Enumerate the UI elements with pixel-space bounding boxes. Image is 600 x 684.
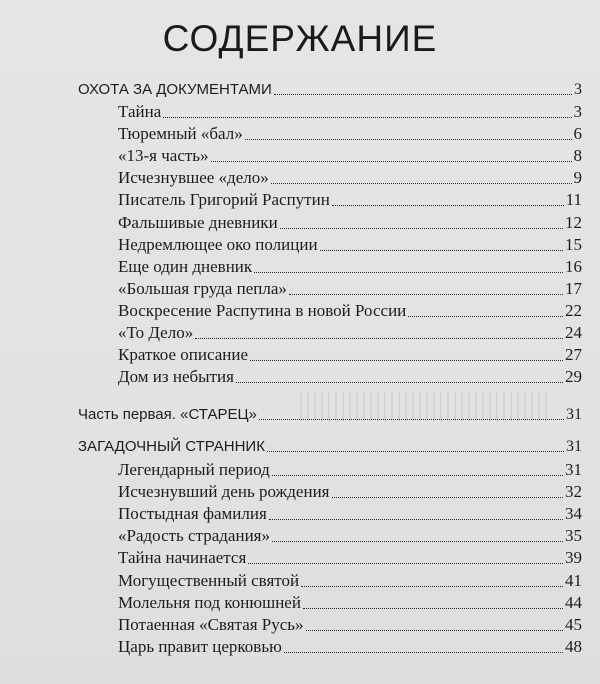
toc-section-row [78,405,582,425]
toc-page-number: 24 [565,323,582,342]
dotted-leader [289,294,563,295]
toc-page-number: 34 [565,504,582,524]
toc-entry-row [118,481,582,503]
dotted-leader [211,161,572,162]
toc-page-number: 11 [565,190,582,210]
toc-entry-title: Могущественный святой [118,570,300,590]
toc-entry-row [118,123,582,145]
toc-page-number: 16 [565,256,582,276]
toc-entry-row [118,570,582,592]
toc-entry-row [118,459,582,481]
dotted-leader [274,94,572,95]
toc-entry-title: Краткое описание [118,345,249,365]
toc-entry-row [118,234,582,256]
toc-entry-title: Исчезнувшее «дело» [118,168,269,188]
toc-entry-title: Воскресение Распутина в новой России [118,300,407,320]
toc-entry-title: Фальшивые дневники [118,212,278,232]
toc-page-number: 35 [565,526,582,546]
dotted-leader [303,608,563,609]
toc-page-number: 17 [565,278,582,298]
dotted-leader [272,475,563,476]
dotted-leader [250,360,563,361]
dotted-leader [248,563,563,564]
toc-page-number: 29 [565,367,582,387]
dotted-leader [254,272,563,273]
toc-entry-row [118,322,582,344]
dotted-leader [236,382,563,383]
toc-section-row [78,437,582,457]
toc-section-label: Часть первая. «СТАРЕЦ» [78,406,257,423]
dotted-leader [267,451,564,452]
dotted-leader [408,316,563,317]
dotted-leader [245,139,572,140]
toc-page-number: 22 [565,300,582,320]
toc-entry-row [118,145,582,167]
toc-section-row [78,80,582,100]
toc-entry-row [118,278,582,300]
toc-entry-title: «Радость страдания» [118,526,270,546]
dotted-leader [269,519,563,520]
toc-page-number: 48 [565,636,582,656]
toc-page-number: 45 [565,614,582,634]
toc-page-number: 31 [565,460,582,479]
toc-entry-title: «13-я часть» [118,146,209,166]
toc-page-number: 39 [565,548,582,568]
dotted-leader [272,541,563,542]
toc-entry-row [118,525,582,547]
dotted-leader [320,250,563,251]
toc-entry-title: Писатель Григорий Распутин [118,190,330,210]
dotted-leader [332,205,564,206]
toc-entry-title: Еще один дневник [118,256,253,276]
toc-page-number: 3 [574,81,582,98]
toc-page-number: 8 [573,146,582,166]
toc-entry-title: Тайна начинается [118,548,247,568]
toc-entry-row [118,344,582,366]
toc-page-number: 31 [566,438,582,455]
page-title: СОДЕРЖАНИЕ [162,18,438,59]
toc-page-number: 3 [573,102,582,121]
dotted-leader [280,228,563,229]
toc-entry-row [118,167,582,189]
toc-entry-title: Тюремный «бал» [118,124,243,144]
toc-entry-row [118,636,582,658]
toc-page-number: 27 [565,345,582,365]
toc-entry-title: Царь правит церковью [118,636,282,656]
toc-entry-title: «То Дело» [118,323,194,342]
toc-page-number: 44 [565,592,582,612]
dotted-leader [195,338,563,339]
toc-page-number: 32 [565,482,582,502]
toc-entry-row [118,101,582,123]
toc-entry-row [118,503,582,525]
dotted-leader [332,497,564,498]
toc-entry-title: Тайна [118,102,162,121]
toc-section-label: ОХОТА ЗА ДОКУМЕНТАМИ [78,81,272,98]
toc-entry-title: Легендарный период [118,460,270,479]
dotted-leader [259,419,564,420]
toc-entry-row [118,189,582,211]
toc-entry-row [118,212,582,234]
toc-entry-title: «Большая груда пепла» [118,278,287,298]
toc-section-label: ЗАГАДОЧНЫЙ СТРАННИК [78,438,265,455]
toc-entry-row [118,547,582,569]
toc-entry-row [118,256,582,278]
toc-page-number: 9 [573,168,582,188]
toc-page-number: 31 [566,406,582,423]
dotted-leader [306,630,563,631]
toc-entry-title: Недремлющее око полиции [118,234,318,254]
toc-page-number: 12 [565,212,582,232]
toc-page-number: 41 [565,570,582,590]
toc-entry-title: Молельня под конюшней [118,592,301,612]
toc-entry-row [118,300,582,322]
toc-entry-title: Постыдная фамилия [118,504,267,524]
toc-entry-title: Потаенная «Святая Русь» [118,614,304,634]
toc-entry-title: Дом из небытия [118,367,234,387]
dotted-leader [301,586,563,587]
dotted-leader [271,183,572,184]
dotted-leader [163,117,571,118]
toc-page-number: 6 [573,124,582,144]
dotted-leader [284,652,563,653]
toc-page-number: 15 [565,234,582,254]
toc-entry-row [118,592,582,614]
toc-entry-row [118,366,582,388]
toc-entry-title: Исчезнувший день рождения [118,482,330,502]
toc-entry-row [118,614,582,636]
